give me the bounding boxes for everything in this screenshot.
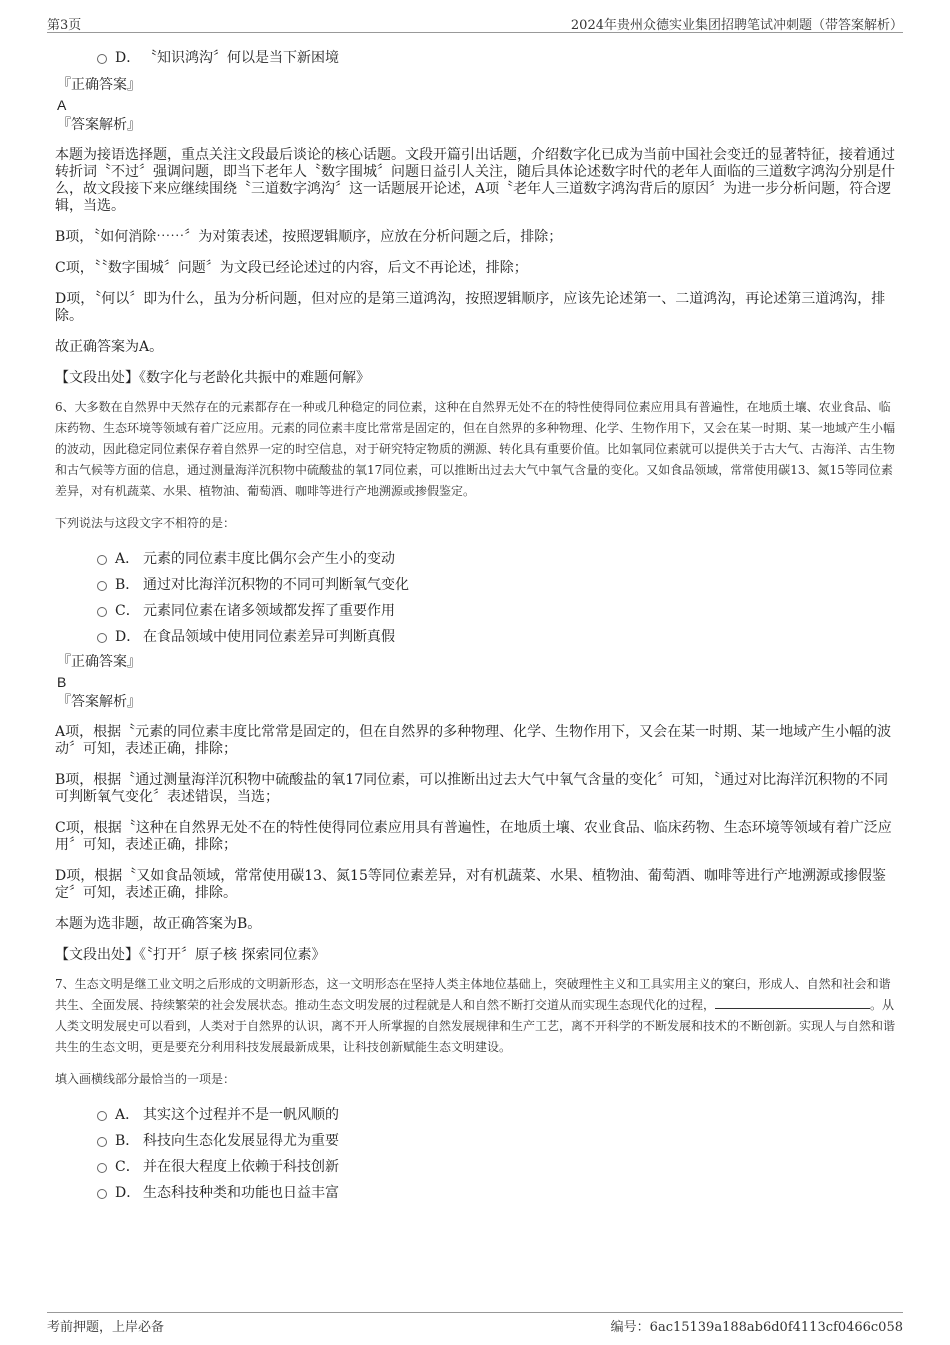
q6-option-c[interactable]: C． 元素同位素在诸多领域都发挥了重要作用	[55, 598, 895, 624]
radio-icon[interactable]	[97, 607, 107, 617]
source-citation: 【文段出处】《〝打开〞原子核 探索同位素》	[55, 947, 326, 963]
q7-option-a[interactable]: A． 其实这个过程并不是一帆风顺的	[55, 1102, 895, 1128]
fill-blank-line	[715, 996, 870, 1009]
answer-label: 『正确答案』	[57, 77, 141, 93]
question-7-prompt: 填入画横线部分最恰当的一项是：	[55, 1072, 236, 1086]
radio-icon[interactable]	[97, 633, 107, 643]
analysis-paragraph: C项，〝〝数字围城〞问题〞为文段已经论述过的内容，后文不再论述，排除；	[55, 260, 528, 276]
analysis-paragraph: B项，根据〝通过测量海洋沉积物中硫酸盐的氧17同位素，可以推断出过去大气中氧气含量的变化〞可知，〝通过对比海洋沉积物的不同可判断氧气变化〞表述错误，当选；	[55, 772, 889, 805]
question-7-options	[55, 1102, 895, 1206]
analysis-paragraph: A项，根据〝元素的同位素丰度比常常是固定的，但在自然界的多种物理、化学、生物作用下，又会在某一时期、某一地域产生小幅的波动〞可知，表述正确，排除；	[55, 724, 892, 757]
question-6-text: 6、大多数在自然界中天然存在的元素都存在一种或几种稳定的同位素，这种在自然界无处不在的特性使得同位素应用具有普遍性，在地质土壤、农业食品、临床药物、生态环境等领域有着广泛应用。元素的同位素丰度比常常是固定的，但在自然界的多种物理、化学、生物作用下，又会在某一时期、某一地域产生小幅的波动，因此稳定同位素保存着自然界一定的时空信息，对于研究特定物质的溯源、转化具有重要价值。比如氧同位素就可以提供关于古大气、古海洋、古生物和古气候等方面的信息，通过测量海洋沉积物中硫酸盐的氧17同位素，可以推断出过去大气中氧气含量的变化。又如食品领域，常常使用碳13、氮15等同位素差异，对有机蔬菜、水果、植物油、葡萄酒、咖啡等进行产地溯源或掺假鉴定。	[55, 400, 896, 498]
page-number: 第3页	[47, 18, 82, 33]
analysis-conclusion: 本题为选非题，故正确答案为B。	[55, 916, 262, 932]
analysis-paragraph: B项，〝如何消除⋯⋯〞为对策表述，按照逻辑顺序，应放在分析问题之后，排除；	[55, 229, 563, 245]
footer-slogan: 考前押题，上岸必备	[47, 1320, 165, 1335]
q7-option-d[interactable]: D． 生态科技种类和功能也日益丰富	[55, 1180, 895, 1206]
radio-icon[interactable]	[97, 1163, 107, 1173]
answer-value: B	[57, 674, 67, 690]
radio-icon[interactable]	[97, 1189, 107, 1199]
question-6-prompt: 下列说法与这段文字不相符的是：	[55, 516, 236, 530]
q7-option-c[interactable]: C． 并在很大程度上依赖于科技创新	[55, 1154, 895, 1180]
answer-value: A	[57, 97, 67, 113]
q6-option-d[interactable]: D． 在食品领域中使用同位素差异可判断真假	[55, 624, 895, 650]
q5-option-d[interactable]: D． 〝知识鸿沟〞何以是当下新困境	[55, 45, 895, 71]
question-7-text: 7、生态文明是继工业文明之后形成的文明新形态，这一文明形态在坚持人类主体地位基础上，突破理性主义和工具实用主义的窠臼，形成人、自然和社会和谐共生、全面发展、持续繁荣的社会发展状态。推动生态文明发展的过程就是人和自然不断打交道从而实现生态现代化的过程， 。从人类文明发展史可以看到，人类对于自然界的认识，离不开人所掌握的自然发展规律和生产工艺，离不开科学的不断发展和技术的不断创新。实现人与自然和谐共生的生态文明，更是要充分利用科技发展最新成果，让科技创新赋能生态文明建设。	[55, 977, 896, 1054]
main-content	[55, 45, 895, 1206]
analysis-label: 『答案解析』	[57, 694, 141, 710]
radio-icon[interactable]	[97, 581, 107, 591]
page-header	[47, 12, 903, 33]
analysis-paragraph: C项，根据〝这种在自然界无处不在的特性使得同位素应用具有普遍性，在地质土壤、农业食品、临床药物、生态环境等领域有着广泛应用〞可知，表述正确，排除；	[55, 820, 892, 853]
radio-icon[interactable]	[97, 555, 107, 565]
answer-label: 『正确答案』	[57, 654, 141, 670]
analysis-conclusion: 故正确答案为A。	[55, 339, 164, 355]
document-id: 编号：6ac15139a188ab6d0f4113cf0466c058	[610, 1320, 903, 1335]
q6-option-a[interactable]: A． 元素的同位素丰度比偶尔会产生小的变动	[55, 546, 895, 572]
document-title: 2024年贵州众德实业集团招聘笔试冲刺题（带答案解析）	[570, 18, 903, 33]
q7-option-b[interactable]: B． 科技向生态化发展显得尤为重要	[55, 1128, 895, 1154]
analysis-paragraph: D项，〝何以〞即为什么，虽为分析问题，但对应的是第三道鸿沟，按照逻辑顺序，应该先论述第一、二道鸿沟，再论述第三道鸿沟，排除。	[55, 291, 886, 324]
radio-icon[interactable]	[97, 1111, 107, 1121]
analysis-label: 『答案解析』	[57, 117, 141, 133]
analysis-paragraph: 本题为接语选择题，重点关注文段最后谈论的核心话题。文段开篇引出话题，介绍数字化已成为当前中国社会变迁的显著特征，接着通过转折词〝不过〞强调问题，即当下老年人〝数字围城〞问题日益引人关注，随后具体论述数字时代的老年人面临的三道数字鸿沟分别是什么，故文段接下来应继续围绕〝三道数字鸿沟〞这一话题展开论述，A项〝老年人三道数字鸿沟背后的原因〞为进一步分析问题，符合逻辑，当选。	[55, 147, 895, 214]
analysis-paragraph: D项，根据〝又如食品领域，常常使用碳13、氮15等同位素差异，对有机蔬菜、水果、植物油、葡萄酒、咖啡等进行产地溯源或掺假鉴定〞可知，表述正确，排除。	[55, 868, 886, 901]
radio-icon[interactable]	[97, 1137, 107, 1147]
radio-icon[interactable]	[97, 54, 107, 64]
page-footer	[47, 1312, 903, 1333]
source-citation: 【文段出处】《数字化与老龄化共振中的难题何解》	[55, 370, 370, 386]
q6-option-b[interactable]: B． 通过对比海洋沉积物的不同可判断氧气变化	[55, 572, 895, 598]
question-6-options	[55, 546, 895, 650]
